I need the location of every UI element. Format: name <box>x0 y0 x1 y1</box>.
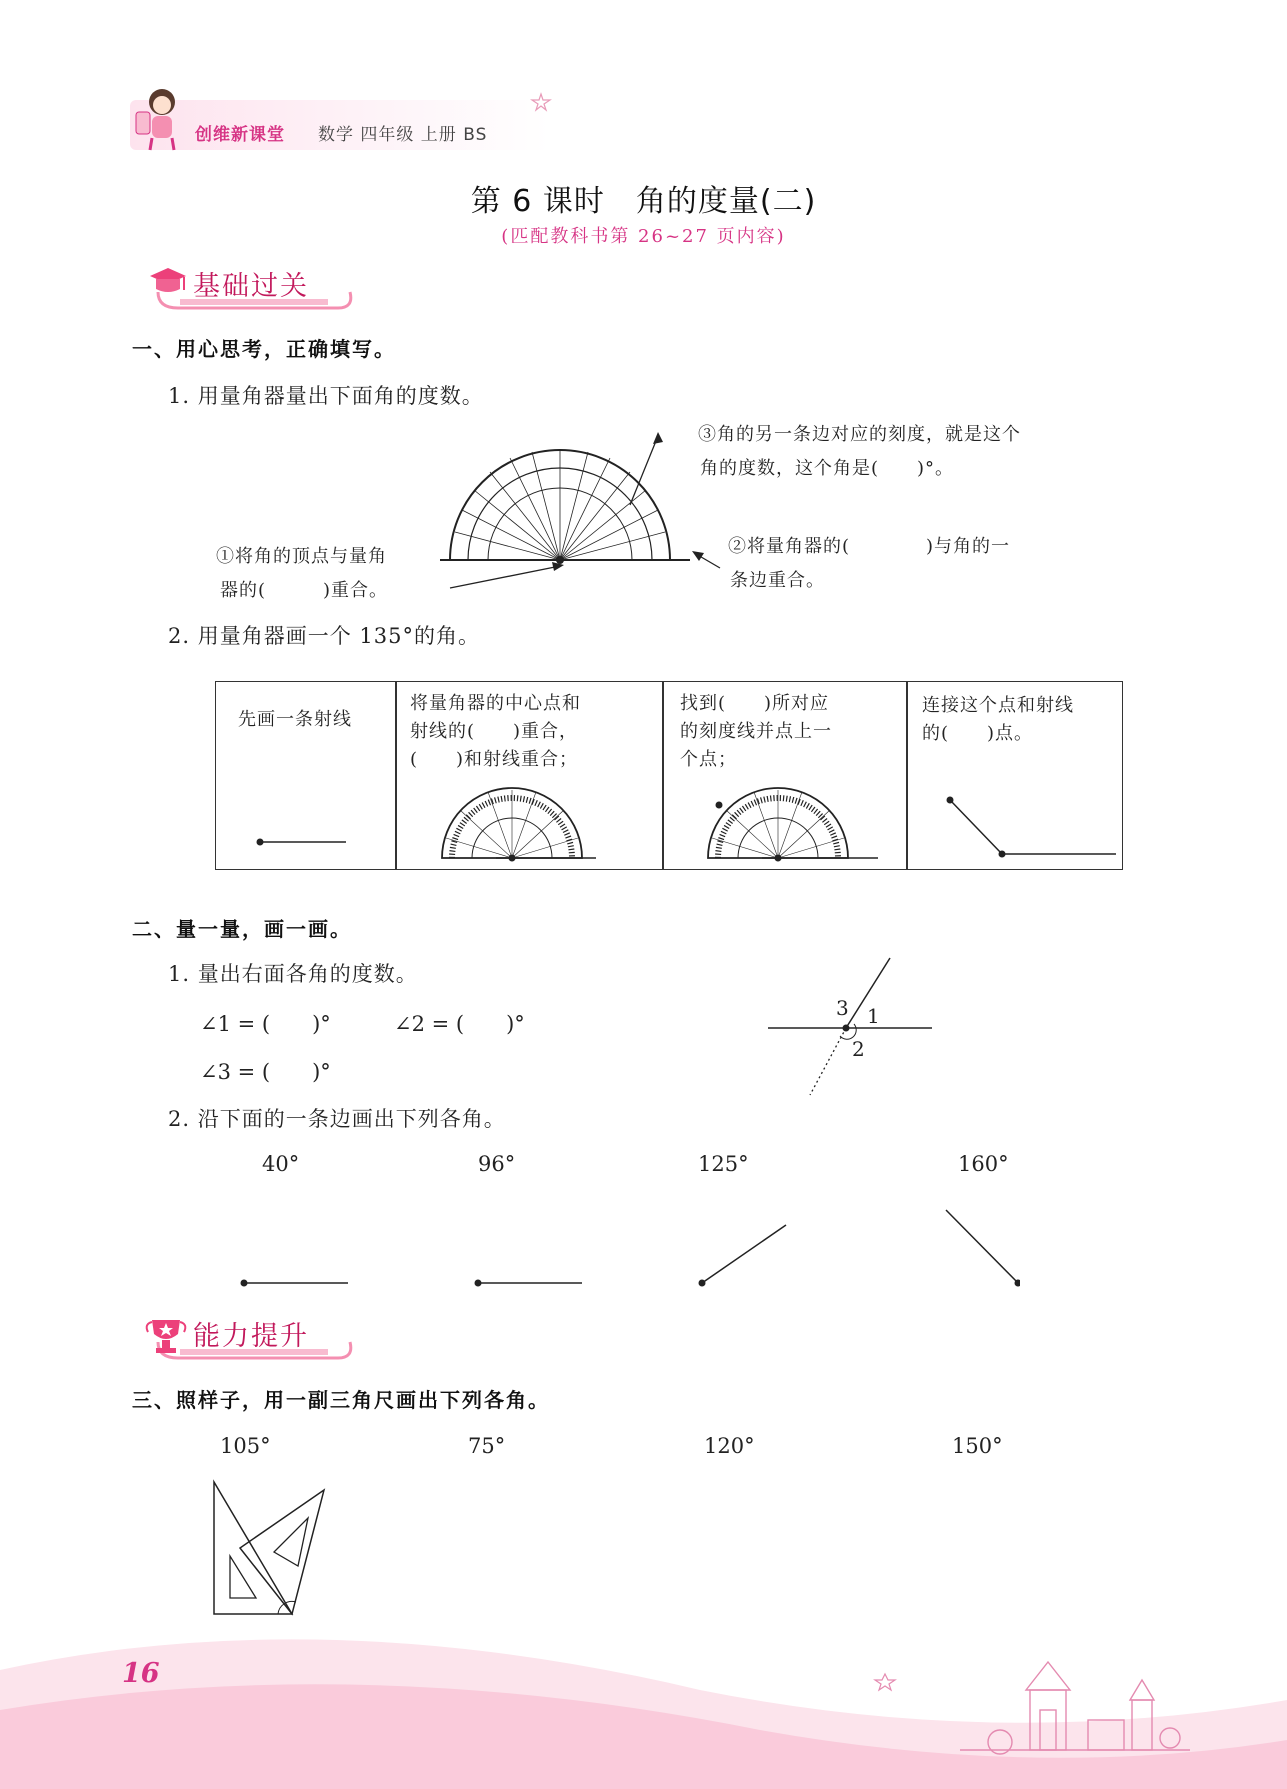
step-cell-3-l3: 个点； <box>680 749 737 770</box>
cartoon-girl-icon <box>128 82 190 152</box>
pointer-arrows <box>440 430 700 600</box>
ray-for-96 <box>472 1200 584 1290</box>
section1-heading: 一、用心思考，正确填写。 <box>132 337 396 361</box>
step-cell-3-l1: 找到( )所对应 <box>680 693 830 714</box>
star-deco-icon <box>530 92 552 112</box>
angle-label-1: 1 <box>867 1004 880 1028</box>
step2-line1: ②将量角器的( )与角的一 <box>728 536 1011 557</box>
step1-line2: 器的( )重合。 <box>220 580 389 601</box>
section3-heading: 三、照样子，用一副三角尺画出下列各角。 <box>132 1388 550 1412</box>
flower-deco-icon <box>870 1670 900 1694</box>
lesson-subtitle: (匹配教科书第 26~27 页内容) <box>501 226 786 247</box>
s1-q2: 2. 用量角器画一个 135°的角。 <box>168 624 480 648</box>
step-cell-2-l2: 射线的( )重合， <box>410 721 579 742</box>
step-cell-1: 先画一条射线 <box>238 709 352 730</box>
steps-table <box>215 681 1123 870</box>
finished-angle <box>946 794 1116 864</box>
triangle-angle-105: 105° <box>220 1434 271 1458</box>
answer-angle3: ∠3 = ( )° <box>200 1060 331 1084</box>
draw-angle-125: 125° <box>698 1152 749 1176</box>
step-cell-3-l2: 的刻度线并点上一 <box>680 721 832 742</box>
draw-angle-96: 96° <box>478 1152 516 1176</box>
step3-line1: ③角的另一条边对应的刻度，就是这个 <box>698 424 1021 445</box>
step-cell-2-l3: ( )和射线重合； <box>410 749 579 770</box>
protractor-on-ray <box>436 784 596 864</box>
s2-q1: 1. 量出右面各角的度数。 <box>168 962 418 986</box>
badge-basic-label: 基础过关 <box>193 271 309 302</box>
step-cell-4-l2: 的( )点。 <box>922 723 1034 744</box>
book-info: 数学 四年级 上册 BS <box>318 125 488 145</box>
angle-label-2: 2 <box>852 1037 865 1061</box>
draw-angle-160: 160° <box>958 1152 1009 1176</box>
lesson-title: 第 6 课时 角的度量(二) <box>470 184 817 219</box>
page-number: 16 <box>122 1658 160 1689</box>
ray-figure <box>256 832 346 852</box>
triangle-angle-120: 120° <box>704 1434 755 1458</box>
intersecting-lines-figure <box>760 950 940 1100</box>
step3-line2: 角的度数，这个角是( )°。 <box>700 458 955 479</box>
answer-angle1: ∠1 = ( )° <box>200 1012 331 1036</box>
castle-deco-icon <box>960 1650 1190 1760</box>
ray-for-125 <box>694 1220 790 1290</box>
s2-q2: 2. 沿下面的一条边画出下列各角。 <box>168 1107 506 1131</box>
draw-angle-40: 40° <box>262 1152 300 1176</box>
arrow-step2 <box>690 548 730 572</box>
protractor-with-point <box>702 784 882 864</box>
angle-label-3: 3 <box>836 996 849 1020</box>
s1-q1: 1. 用量角器量出下面角的度数。 <box>168 384 484 408</box>
step1-line1: ①将角的顶点与量角 <box>216 546 387 567</box>
section2-heading: 二、量一量，画一画。 <box>132 917 352 941</box>
step-cell-4-l1: 连接这个点和射线 <box>922 695 1074 716</box>
triangle-angle-150: 150° <box>952 1434 1003 1458</box>
ray-for-160 <box>940 1206 1020 1290</box>
ray-for-40 <box>238 1200 350 1290</box>
answer-angle2: ∠2 = ( )° <box>394 1012 525 1036</box>
step-cell-2-l1: 将量角器的中心点和 <box>410 693 581 714</box>
triangle-angle-75: 75° <box>468 1434 506 1458</box>
brand-name: 创维新课堂 <box>195 125 285 145</box>
badge-advanced-label: 能力提升 <box>193 1321 309 1352</box>
step2-line2: 条边重合。 <box>730 570 825 591</box>
